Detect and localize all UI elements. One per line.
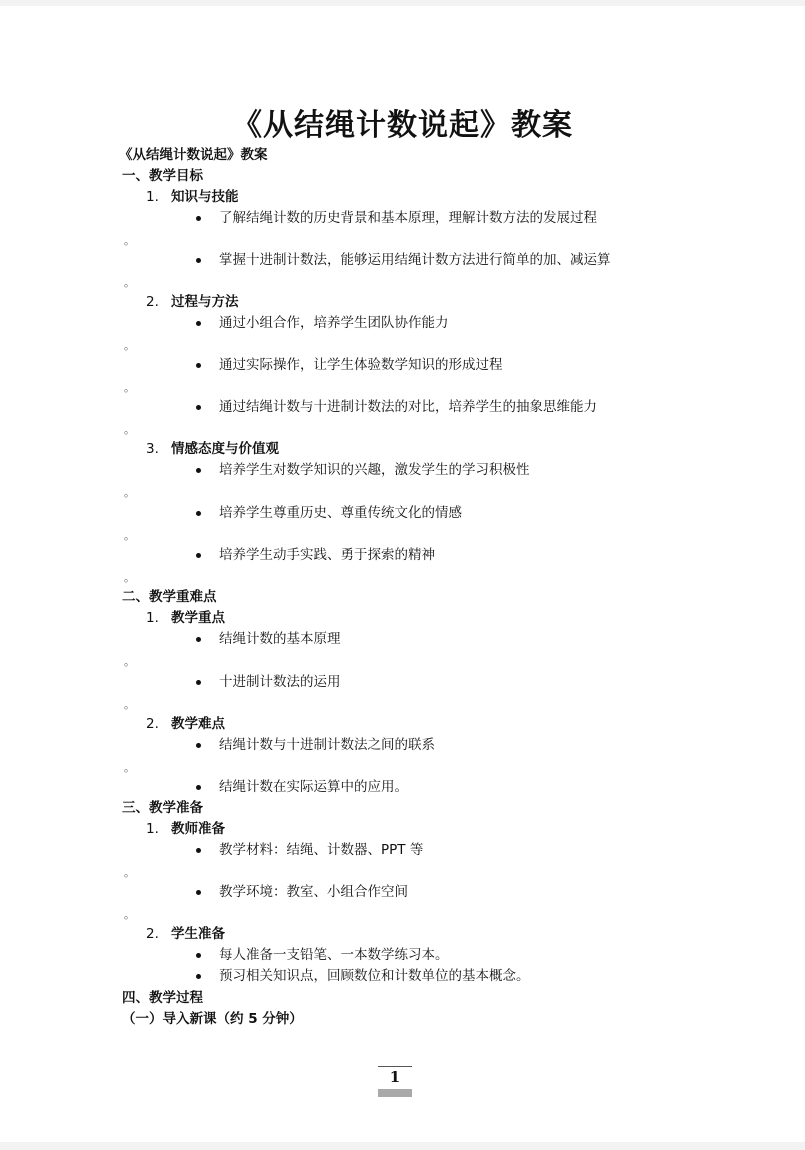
item-number: 2. <box>146 294 159 310</box>
stray-period: 。 <box>124 866 135 879</box>
list-item: 预习相关知识点，回顾数位和计数单位的基本概念。 <box>219 968 530 984</box>
subheading-knowledge-skills: 知识与技能 <box>171 189 239 205</box>
bullet-icon <box>196 743 201 748</box>
list-item: 培养学生动手实践、勇于探索的精神 <box>219 547 435 563</box>
bullet-icon <box>196 553 201 558</box>
subheading-key-points: 教学重点 <box>171 610 225 626</box>
bullet-icon <box>196 321 201 326</box>
bullet-icon <box>196 216 201 221</box>
stray-period: 。 <box>124 234 135 247</box>
stray-period: 。 <box>124 276 135 289</box>
list-item: 结绳计数在实际运算中的应用。 <box>219 779 408 795</box>
item-number: 1. <box>146 821 159 837</box>
stray-period: 。 <box>124 423 135 436</box>
item-number: 1. <box>146 189 159 205</box>
stray-period: 。 <box>124 655 135 668</box>
stray-period: 。 <box>124 486 135 499</box>
list-item: 通过小组合作，培养学生团队协作能力 <box>219 315 449 331</box>
list-item: 掌握十进制计数法，能够运用结绳计数方法进行简单的加、减运算 <box>219 252 611 268</box>
page-number-bar <box>378 1089 412 1097</box>
bullet-icon <box>196 468 201 473</box>
stray-period: 。 <box>124 571 135 584</box>
bullet-icon <box>196 974 201 979</box>
section-heading-preparation: 三、教学准备 <box>122 800 203 816</box>
bullet-icon <box>196 405 201 410</box>
item-number: 2. <box>146 926 159 942</box>
page-number: 1 <box>389 1068 401 1086</box>
bullet-icon <box>196 890 201 895</box>
stray-period: 。 <box>124 381 135 394</box>
subtitle: 《从结绳计数说起》教案 <box>119 147 268 163</box>
section-heading-objectives: 一、教学目标 <box>122 168 203 184</box>
list-item: 培养学生对数学知识的兴趣，激发学生的学习积极性 <box>219 462 530 478</box>
bullet-icon <box>196 785 201 790</box>
subheading-attitude-values: 情感态度与价值观 <box>171 441 279 457</box>
bullet-icon <box>196 637 201 642</box>
item-number: 2. <box>146 716 159 732</box>
list-item: 十进制计数法的运用 <box>219 674 341 690</box>
list-item: 每人准备一支铅笔、一本数学练习本。 <box>219 947 449 963</box>
subheading-process-method: 过程与方法 <box>171 294 239 310</box>
stray-period: 。 <box>124 908 135 921</box>
subheading-difficulties: 教学难点 <box>171 716 225 732</box>
stray-period: 。 <box>124 698 135 711</box>
stray-period: 。 <box>124 529 135 542</box>
bullet-icon <box>196 953 201 958</box>
list-item: 通过结绳计数与十进制计数法的对比，培养学生的抽象思维能力 <box>219 399 597 415</box>
stray-period: 。 <box>124 339 135 352</box>
item-number: 1. <box>146 610 159 626</box>
list-item: 通过实际操作，让学生体验数学知识的形成过程 <box>219 357 503 373</box>
item-number: 3. <box>146 441 159 457</box>
bullet-icon <box>196 848 201 853</box>
page-number-rule <box>378 1066 412 1067</box>
list-item: 教学环境：教室、小组合作空间 <box>219 884 408 900</box>
subheading-introduction: （一）导入新课（约 5 分钟） <box>122 1011 303 1027</box>
document-title: 《从结绳计数说起》教案 <box>232 108 573 143</box>
stray-period: 。 <box>124 761 135 774</box>
bullet-icon <box>196 680 201 685</box>
list-item: 培养学生尊重历史、尊重传统文化的情感 <box>219 505 462 521</box>
list-item: 教学材料：结绳、计数器、PPT 等 <box>219 842 424 858</box>
section-heading-key-points: 二、教学重难点 <box>122 589 217 605</box>
section-heading-process: 四、教学过程 <box>122 990 203 1006</box>
list-item: 了解结绳计数的历史背景和基本原理，理解计数方法的发展过程 <box>219 210 597 226</box>
bullet-icon <box>196 511 201 516</box>
subheading-teacher-prep: 教师准备 <box>171 821 225 837</box>
bullet-icon <box>196 258 201 263</box>
list-item: 结绳计数的基本原理 <box>219 631 341 647</box>
bullet-icon <box>196 363 201 368</box>
list-item: 结绳计数与十进制计数法之间的联系 <box>219 737 435 753</box>
subheading-student-prep: 学生准备 <box>171 926 225 942</box>
